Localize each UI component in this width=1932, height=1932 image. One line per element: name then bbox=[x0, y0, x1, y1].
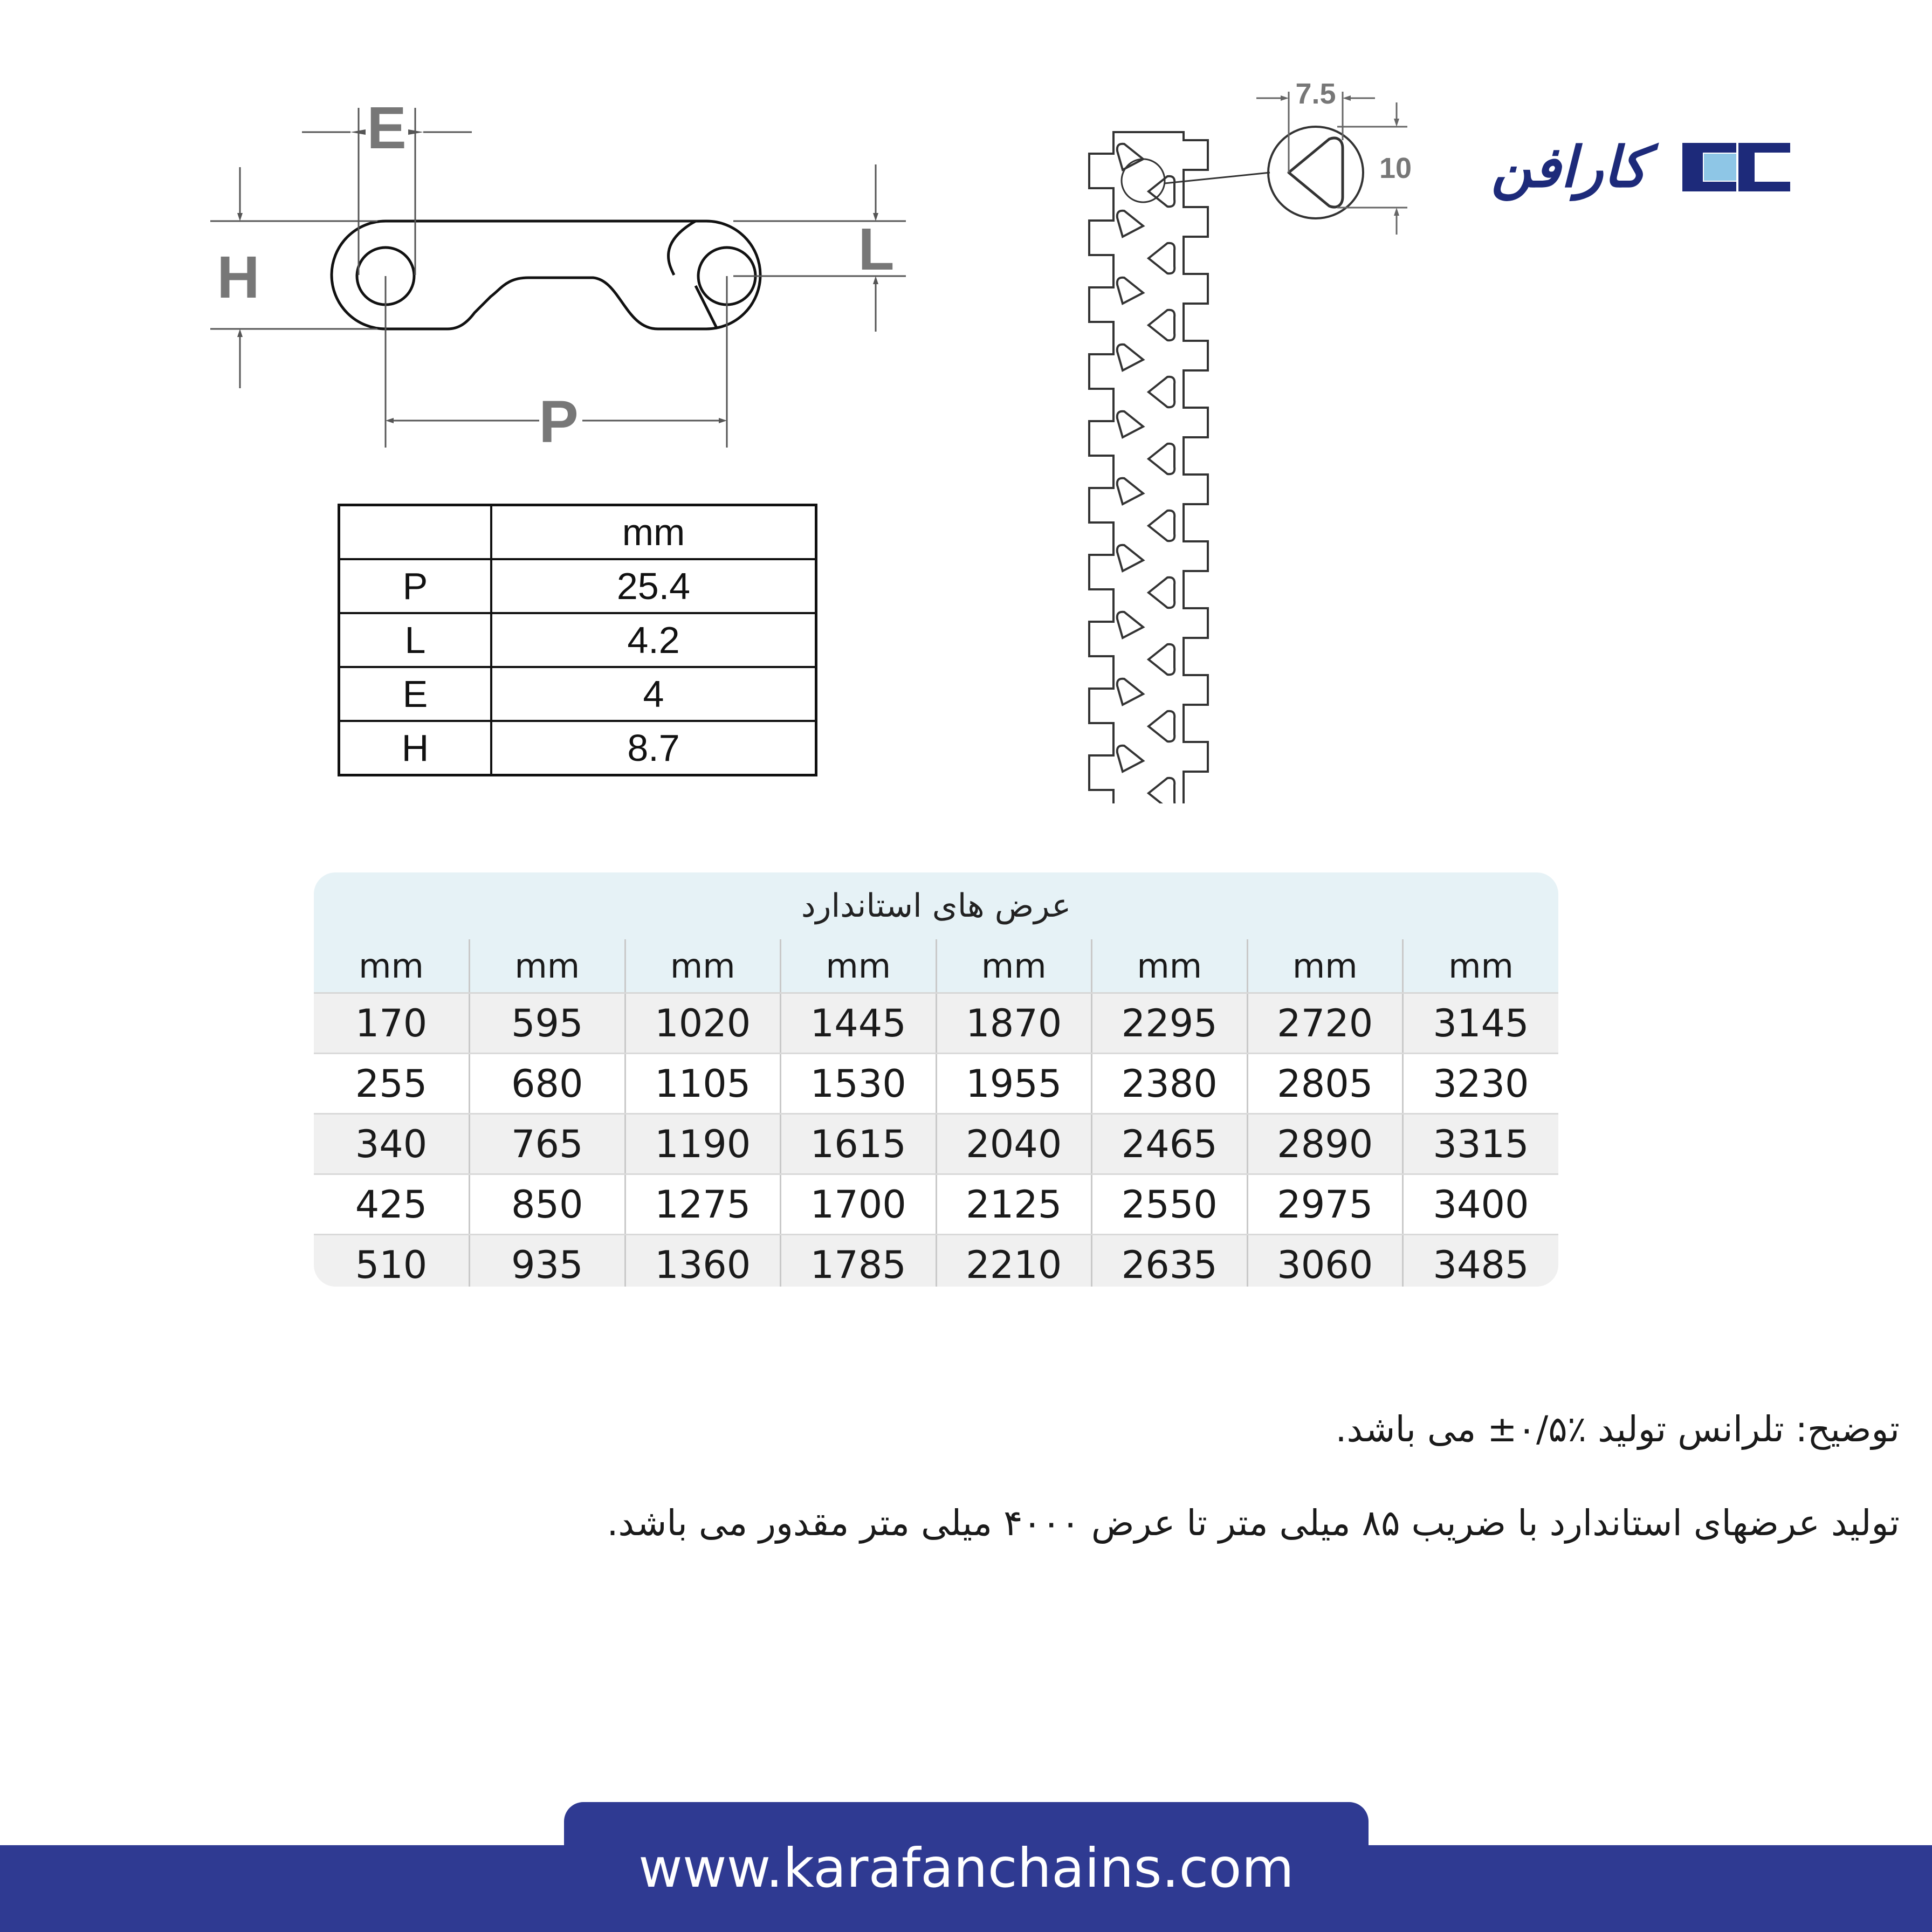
width-cell: 2805 bbox=[1247, 1054, 1403, 1114]
belt-hole-left bbox=[1117, 211, 1143, 237]
belt-hole-left bbox=[1117, 679, 1143, 705]
width-cell: 2720 bbox=[1247, 993, 1403, 1054]
belt-hole-right bbox=[1149, 577, 1174, 608]
belt-hole-right bbox=[1149, 444, 1174, 474]
width-cell: 3145 bbox=[1403, 993, 1559, 1054]
dimension-table bbox=[338, 504, 817, 776]
dim-label-h: H bbox=[217, 244, 260, 311]
width-cell: 1700 bbox=[781, 1174, 937, 1235]
width-cell: 2125 bbox=[936, 1174, 1092, 1235]
widths-row bbox=[314, 1174, 1558, 1235]
widths-units-row bbox=[314, 939, 1558, 993]
dimension-value: 4.2 bbox=[491, 613, 816, 667]
width-cell: 1955 bbox=[936, 1054, 1092, 1114]
width-cell: 340 bbox=[314, 1114, 470, 1174]
belt-hole-right bbox=[1149, 377, 1174, 407]
hole-detail-circle bbox=[1268, 127, 1363, 218]
width-cell: 170 bbox=[314, 993, 470, 1054]
width-cell: 1870 bbox=[936, 993, 1092, 1054]
dim-label-l: L bbox=[858, 216, 895, 283]
width-cell: 1615 bbox=[781, 1114, 937, 1174]
link-outline bbox=[332, 221, 760, 329]
unit-cell: mm bbox=[314, 939, 470, 993]
belt-hole-right bbox=[1149, 310, 1174, 340]
width-cell: 1445 bbox=[781, 993, 937, 1054]
dimension-key: P bbox=[339, 559, 492, 613]
belt-hole-left bbox=[1117, 478, 1143, 504]
width-cell: 425 bbox=[314, 1174, 470, 1235]
widths-row bbox=[314, 993, 1558, 1054]
width-cell: 765 bbox=[470, 1114, 625, 1174]
belt-hole-right bbox=[1149, 511, 1174, 541]
width-cell: 935 bbox=[470, 1235, 625, 1287]
belt-outline bbox=[1089, 132, 1208, 803]
width-cell: 2295 bbox=[1092, 993, 1248, 1054]
width-cell: 3060 bbox=[1247, 1235, 1403, 1287]
belt-hole-left bbox=[1117, 411, 1143, 437]
hole-detail-small-circle bbox=[1122, 159, 1165, 202]
belt-hole-left bbox=[1117, 545, 1143, 571]
dim-label-e: E bbox=[367, 95, 407, 161]
width-cell: 2550 bbox=[1092, 1174, 1248, 1235]
website-link[interactable]: www.karafanchains.com bbox=[638, 1837, 1294, 1900]
dimension-table-unit: mm bbox=[491, 505, 816, 560]
widths-table-title: عرض های استاندارد bbox=[314, 872, 1558, 939]
widths-grid bbox=[314, 939, 1558, 1287]
width-cell: 1785 bbox=[781, 1235, 937, 1287]
dimension-value: 8.7 bbox=[491, 721, 816, 775]
belt-hole-left bbox=[1117, 144, 1143, 170]
width-cell: 2380 bbox=[1092, 1054, 1248, 1114]
widths-row bbox=[314, 1235, 1558, 1287]
width-cell: 850 bbox=[470, 1174, 625, 1235]
belt-hole-left bbox=[1117, 278, 1143, 304]
belt-hole-right bbox=[1149, 711, 1174, 741]
width-cell: 2635 bbox=[1092, 1235, 1248, 1287]
dimension-key: E bbox=[339, 667, 492, 721]
tolerance-note: توضیح: تلرانس تولید ٪۰/۵± می باشد. bbox=[1335, 1408, 1900, 1450]
dimension-row-l bbox=[339, 613, 816, 667]
unit-cell: mm bbox=[1247, 939, 1403, 993]
dimension-key: L bbox=[339, 613, 492, 667]
dimension-row-h bbox=[339, 721, 816, 775]
width-cell: 3400 bbox=[1403, 1174, 1559, 1235]
height-dimension-label: 10 bbox=[1379, 152, 1412, 184]
width-cell: 595 bbox=[470, 993, 625, 1054]
width-cell: 3230 bbox=[1403, 1054, 1559, 1114]
link-dimension-drawing bbox=[194, 86, 927, 464]
width-cell: 510 bbox=[314, 1235, 470, 1287]
dimension-key: H bbox=[339, 721, 492, 775]
dimension-value: 4 bbox=[491, 667, 816, 721]
width-cell: 3485 bbox=[1403, 1235, 1559, 1287]
width-cell: 2890 bbox=[1247, 1114, 1403, 1174]
width-cell: 680 bbox=[470, 1054, 625, 1114]
width-cell: 3315 bbox=[1403, 1114, 1559, 1174]
belt-top-view-drawing bbox=[1035, 70, 1434, 803]
standard-widths-table bbox=[314, 872, 1558, 1287]
width-cell: 2465 bbox=[1092, 1114, 1248, 1174]
widths-row bbox=[314, 1054, 1558, 1114]
width-cell: 1190 bbox=[625, 1114, 781, 1174]
unit-cell: mm bbox=[1403, 939, 1559, 993]
unit-cell: mm bbox=[936, 939, 1092, 993]
hole-detail-triangle bbox=[1289, 138, 1343, 207]
dimension-value: 25.4 bbox=[491, 559, 816, 613]
belt-hole-right bbox=[1149, 778, 1174, 803]
width-cell: 255 bbox=[314, 1054, 470, 1114]
unit-cell: mm bbox=[1092, 939, 1248, 993]
production-note: تولید عرضهای استاندارد با ضریب ۸۵ میلی متر تا عرض ۴۰۰۰ میلی متر مقدور می باشد. bbox=[607, 1502, 1900, 1544]
dimension-row-e bbox=[339, 667, 816, 721]
belt-hole-right bbox=[1149, 644, 1174, 675]
width-cell: 2975 bbox=[1247, 1174, 1403, 1235]
width-cell: 2040 bbox=[936, 1114, 1092, 1174]
width-cell: 1105 bbox=[625, 1054, 781, 1114]
dimension-table-corner bbox=[339, 505, 492, 560]
width-cell: 1020 bbox=[625, 993, 781, 1054]
pitch-dimension-label: 7.5 bbox=[1295, 78, 1336, 110]
width-cell: 1360 bbox=[625, 1235, 781, 1287]
widths-row bbox=[314, 1114, 1558, 1174]
belt-hole-left bbox=[1117, 746, 1143, 772]
unit-cell: mm bbox=[781, 939, 937, 993]
unit-cell: mm bbox=[625, 939, 781, 993]
unit-cell: mm bbox=[470, 939, 625, 993]
dim-label-p: P bbox=[539, 389, 579, 455]
width-cell: 2210 bbox=[936, 1235, 1092, 1287]
dimension-row-p bbox=[339, 559, 816, 613]
belt-hole-left bbox=[1117, 345, 1143, 370]
belt-hole-right bbox=[1149, 243, 1174, 273]
width-cell: 1275 bbox=[625, 1174, 781, 1235]
logo-mark-icon bbox=[1682, 143, 1790, 191]
belt-hole-left bbox=[1117, 612, 1143, 638]
dimension-table-header bbox=[339, 505, 816, 560]
logo-text: کارافن bbox=[1491, 134, 1647, 200]
width-cell: 1530 bbox=[781, 1054, 937, 1114]
karafan-logo bbox=[1467, 129, 1790, 205]
